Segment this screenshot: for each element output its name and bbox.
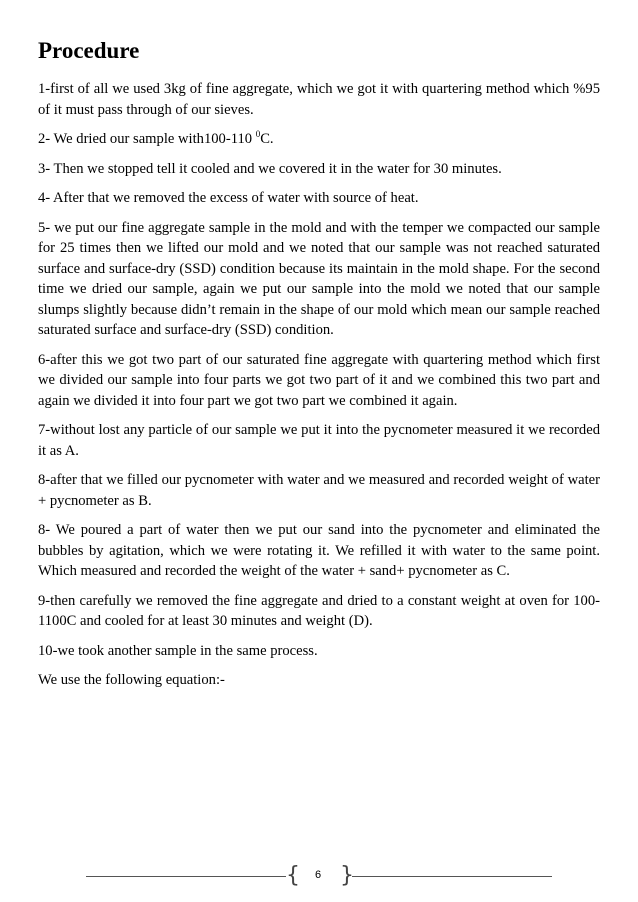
- step-10-paragraph: 10-we took another sample in the same process.: [38, 642, 318, 659]
- footer-rule-left: [86, 876, 286, 877]
- left-brace-icon: {: [286, 863, 300, 888]
- step-8a-paragraph: 8-after that we filled our pycnometer with water and we measured and recorded weight of water + pycnometer as B.: [38, 472, 600, 509]
- page-title: Procedure: [38, 38, 140, 63]
- step-6-paragraph: 6-after this we got two part of our saturated fine aggregate with quartering method which first we divided our sample into four parts we got two part of it and we combined this two part and again we divided it into four part we got two part we combined it again.: [38, 351, 600, 409]
- step-2-paragraph: [38, 129, 600, 150]
- right-brace-icon: }: [340, 863, 354, 888]
- step-7-paragraph: 7-without lost any particle of our sample we put it into the pycnometer measured it we recorded it as A.: [38, 422, 600, 459]
- step-8b-paragraph: 8- We poured a part of water then we put our sand into the pycnometer and eliminated the bubbles by agitation, which we were rotating it. We refilled it with water to the same point. Which measured and recorded the weight of the water + sand+ pycnometer as C.: [38, 522, 600, 579]
- degree-superscript: 0: [255, 129, 261, 139]
- step-5-paragraph: 5- we put our fine aggregate sample in the mold and with the temper we compacted our sample for 25 times then we lifted our mold and we noted that our sample was not reached saturated surface and surface-dry (SSD) condition because its maintain in the mold shape. For the second time we dried our sample, again we put our sample into the mold we noted that our sample slumps slightly because didn’t remain in the shape of our mold which mean our sample reached saturated surface and surface-dry (SSD) condition.: [38, 219, 600, 338]
- document-page: [38, 36, 600, 700]
- step-2-text: 2- We dried our sample with100-110: [38, 131, 256, 147]
- equation-intro-paragraph: We use the following equation:-: [38, 672, 225, 688]
- step-9-paragraph: 9-then carefully we removed the fine aggregate and dried to a constant weight at oven for 100-1100C and cooled for at least 30 minutes and weight (D).: [38, 592, 600, 629]
- page-footer: [0, 862, 638, 892]
- step-3-paragraph: 3- Then we stopped tell it cooled and we covered it in the water for 30 minutes.: [38, 160, 502, 177]
- page-number: 6: [314, 869, 322, 881]
- footer-rule-right: [352, 876, 552, 877]
- step-2-unit: C.: [260, 131, 274, 147]
- step-4-paragraph: 4- After that we removed the excess of water with source of heat.: [38, 190, 419, 206]
- step-1-paragraph: 1-first of all we used 3kg of fine aggregate, which we got it with quartering method which %95 of it must pass through of our sieves.: [38, 81, 600, 118]
